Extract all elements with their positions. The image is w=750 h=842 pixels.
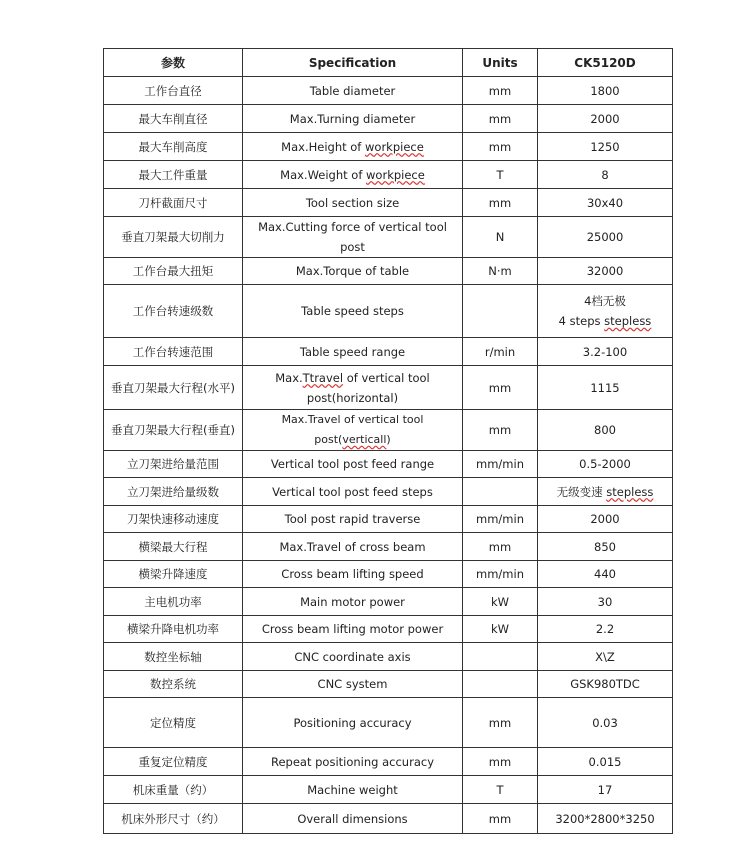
spec-cell: CNC system xyxy=(243,671,463,698)
param-cell: 最大车削直径 xyxy=(104,105,243,133)
value-cell: 850 xyxy=(538,533,673,561)
unit-cell: r/min xyxy=(463,338,538,366)
spec-text: Max.Travel of vertical tool post( xyxy=(281,413,424,446)
param-cell: 数控系统 xyxy=(104,671,243,698)
unit-cell: mm xyxy=(463,698,538,748)
table-row xyxy=(104,258,673,285)
unit-cell: N·m xyxy=(463,258,538,285)
param-cell: 定位精度 xyxy=(104,698,243,748)
param-cell: 刀杆截面尺寸 xyxy=(104,189,243,217)
param-cell: 横梁升降速度 xyxy=(104,561,243,588)
table-row xyxy=(104,804,673,834)
value-cell: 0.5-2000 xyxy=(538,451,673,478)
param-cell: 机床重量（约） xyxy=(104,776,243,804)
header-units: Units xyxy=(463,49,538,77)
param-cell: 横梁最大行程 xyxy=(104,533,243,561)
spec-text: ) xyxy=(386,433,391,446)
spec-cell: CNC coordinate axis xyxy=(243,643,463,671)
spec-cell: Overall dimensions xyxy=(243,804,463,834)
table-row xyxy=(104,776,673,804)
table-row xyxy=(104,698,673,748)
header-spec: Specification xyxy=(243,49,463,77)
spec-text-underlined: verticall xyxy=(342,433,387,446)
table-row xyxy=(104,410,673,451)
spec-text-underlined: workpiece xyxy=(365,139,424,154)
unit-cell xyxy=(463,478,538,506)
value-cell xyxy=(538,285,673,338)
value-line xyxy=(540,311,670,331)
param-cell: 立刀架进给量级数 xyxy=(104,478,243,506)
param-cell: 最大工件重量 xyxy=(104,161,243,189)
spec-cell: Table speed steps xyxy=(243,285,463,338)
unit-cell: T xyxy=(463,161,538,189)
table-row xyxy=(104,366,673,410)
spec-text: of vertical tool xyxy=(343,370,430,385)
header-row xyxy=(104,49,673,77)
param-cell: 工作台转速级数 xyxy=(104,285,243,338)
unit-cell xyxy=(463,643,538,671)
spec-cell: Max.Turning diameter xyxy=(243,105,463,133)
spec-cell: Positioning accuracy xyxy=(243,698,463,748)
unit-cell: kW xyxy=(463,588,538,616)
unit-cell: mm xyxy=(463,410,538,451)
unit-cell: mm/min xyxy=(463,561,538,588)
unit-cell: mm xyxy=(463,133,538,161)
spec-cell: Machine weight xyxy=(243,776,463,804)
value-cell: 2000 xyxy=(538,506,673,533)
spec-text-underlined: Ttravel xyxy=(302,370,344,385)
value-cell: 1250 xyxy=(538,133,673,161)
value-cell: 3200*2800*3250 xyxy=(538,804,673,834)
param-cell: 数控坐标轴 xyxy=(104,643,243,671)
param-cell: 主电机功率 xyxy=(104,588,243,616)
spec-cell xyxy=(243,133,463,161)
unit-cell: mm xyxy=(463,748,538,776)
table-row xyxy=(104,161,673,189)
table-row xyxy=(104,506,673,533)
spec-text: Max.Weight of xyxy=(280,167,367,182)
unit-cell: mm xyxy=(463,533,538,561)
param-cell: 工作台转速范围 xyxy=(104,338,243,366)
table-row xyxy=(104,189,673,217)
param-cell: 工作台最大扭矩 xyxy=(104,258,243,285)
spec-cell: Max.Travel of cross beam xyxy=(243,533,463,561)
spec-cell: Cross beam lifting speed xyxy=(243,561,463,588)
spec-cell: Repeat positioning accuracy xyxy=(243,748,463,776)
param-cell: 刀架快速移动速度 xyxy=(104,506,243,533)
value-cell: 1115 xyxy=(538,366,673,410)
spec-cell: Max.Torque of table xyxy=(243,258,463,285)
spec-cell: Cross beam lifting motor power xyxy=(243,616,463,643)
spec-cell xyxy=(243,161,463,189)
table-row xyxy=(104,671,673,698)
value-text: 4 steps xyxy=(558,314,605,328)
value-cell: 30x40 xyxy=(538,189,673,217)
value-cell: 440 xyxy=(538,561,673,588)
value-cell: 0.03 xyxy=(538,698,673,748)
value-cell: GSK980TDC xyxy=(538,671,673,698)
value-cell: 30 xyxy=(538,588,673,616)
unit-cell: T xyxy=(463,776,538,804)
table-row xyxy=(104,561,673,588)
spec-line xyxy=(245,368,460,388)
spec-text: Max. xyxy=(275,370,303,385)
unit-cell xyxy=(463,285,538,338)
param-cell: 重复定位精度 xyxy=(104,748,243,776)
value-cell: 8 xyxy=(538,161,673,189)
value-cell: 0.015 xyxy=(538,748,673,776)
value-cell: 2.2 xyxy=(538,616,673,643)
unit-cell: mm xyxy=(463,77,538,105)
param-cell: 机床外形尺寸（约） xyxy=(104,804,243,834)
value-text-underlined: stepless xyxy=(604,314,652,328)
spec-cell: Table speed range xyxy=(243,338,463,366)
unit-cell: mm xyxy=(463,105,538,133)
spec-table xyxy=(103,48,673,834)
table-row xyxy=(104,533,673,561)
spec-cell: Main motor power xyxy=(243,588,463,616)
spec-cell xyxy=(243,410,463,451)
unit-cell: mm/min xyxy=(463,506,538,533)
spec-cell: Tool section size xyxy=(243,189,463,217)
table-row xyxy=(104,616,673,643)
value-cell: 800 xyxy=(538,410,673,451)
table-row xyxy=(104,451,673,478)
table-row xyxy=(104,643,673,671)
spec-cell: Table diameter xyxy=(243,77,463,105)
spec-cell: Vertical tool post feed steps xyxy=(243,478,463,506)
value-text: 无级变速 xyxy=(556,484,607,499)
value-cell: 17 xyxy=(538,776,673,804)
spec-text-underlined: workpiece xyxy=(366,167,425,182)
unit-cell: mm xyxy=(463,804,538,834)
param-cell: 最大车削高度 xyxy=(104,133,243,161)
table-row xyxy=(104,748,673,776)
param-cell: 立刀架进给量范围 xyxy=(104,451,243,478)
value-cell xyxy=(538,478,673,506)
table-row xyxy=(104,285,673,338)
table-row xyxy=(104,338,673,366)
param-cell: 垂直刀架最大行程(水平) xyxy=(104,366,243,410)
spec-text: Max.Height of xyxy=(281,139,366,154)
unit-cell xyxy=(463,671,538,698)
header-model: CK5120D xyxy=(538,49,673,77)
value-cell: 2000 xyxy=(538,105,673,133)
spec-cell: Max.Cutting force of vertical tool post xyxy=(243,217,463,258)
table-row xyxy=(104,105,673,133)
table-row xyxy=(104,217,673,258)
param-cell: 工作台直径 xyxy=(104,77,243,105)
value-cell: 3.2-100 xyxy=(538,338,673,366)
value-cell: 25000 xyxy=(538,217,673,258)
value-cell: 1800 xyxy=(538,77,673,105)
unit-cell: mm xyxy=(463,189,538,217)
unit-cell: kW xyxy=(463,616,538,643)
table-row xyxy=(104,478,673,506)
spec-cell xyxy=(243,366,463,410)
unit-cell: mm xyxy=(463,366,538,410)
spec-cell: Vertical tool post feed range xyxy=(243,451,463,478)
unit-cell: mm/min xyxy=(463,451,538,478)
value-cell: X\Z xyxy=(538,643,673,671)
table-row xyxy=(104,77,673,105)
table-row xyxy=(104,133,673,161)
param-cell: 横梁升降电机功率 xyxy=(104,616,243,643)
header-param: 参数 xyxy=(104,49,243,77)
param-cell: 垂直刀架最大行程(垂直) xyxy=(104,410,243,451)
value-line: 4档无极 xyxy=(584,294,626,308)
unit-cell: N xyxy=(463,217,538,258)
param-cell: 垂直刀架最大切削力 xyxy=(104,217,243,258)
value-text-underlined: stepless xyxy=(606,484,654,499)
value-cell: 32000 xyxy=(538,258,673,285)
spec-line: post(horizontal) xyxy=(306,390,399,405)
spec-cell: Tool post rapid traverse xyxy=(243,506,463,533)
table-row xyxy=(104,588,673,616)
